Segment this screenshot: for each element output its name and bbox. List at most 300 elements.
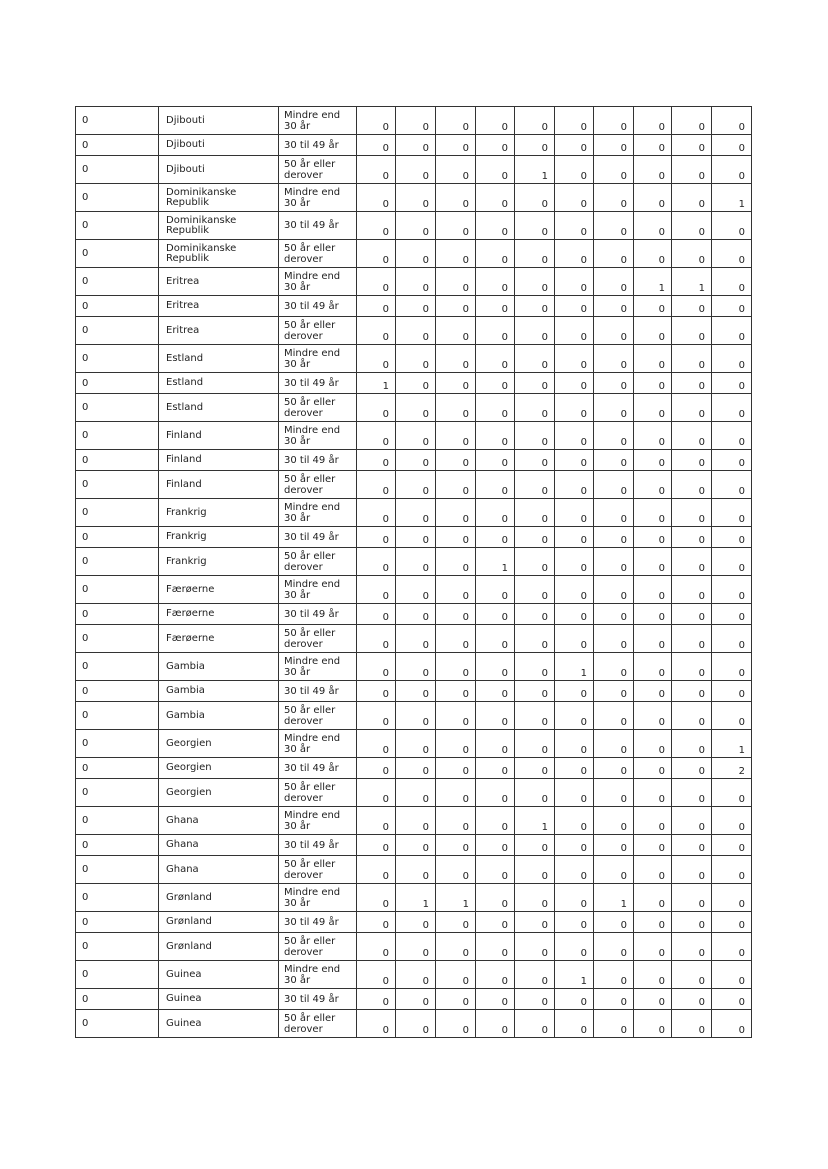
- value-cell: 0: [672, 212, 712, 240]
- value-cell: 0: [555, 576, 594, 604]
- value-cell: 0: [476, 184, 515, 212]
- value-cell: 0: [555, 345, 594, 373]
- value-cell: 0: [712, 989, 752, 1010]
- value-cell: 0: [476, 681, 515, 702]
- table-row: [76, 730, 752, 758]
- value-cell: 0: [357, 807, 396, 835]
- value-cell: 0: [555, 548, 594, 576]
- value-cell: 0: [555, 856, 594, 884]
- value-cell: 0: [712, 212, 752, 240]
- value-cell: 0: [396, 625, 436, 653]
- table-body: [76, 107, 752, 1038]
- age-group-cell: 50 år eller derover: [279, 394, 357, 422]
- age-group-cell: Mindre end 30 år: [279, 653, 357, 681]
- value-cell: 0: [396, 933, 436, 961]
- value-cell: 0: [555, 758, 594, 779]
- value-cell: 0: [476, 653, 515, 681]
- value-cell: 0: [515, 758, 555, 779]
- row-id-cell: 0: [76, 702, 159, 730]
- row-id-cell: 0: [76, 212, 159, 240]
- row-id-cell: 0: [76, 835, 159, 856]
- table-row: [76, 527, 752, 548]
- value-cell: 0: [476, 394, 515, 422]
- country-cell: Gambia: [159, 681, 279, 702]
- value-cell: 0: [634, 961, 672, 989]
- value-cell: 0: [594, 394, 634, 422]
- row-id-cell: 0: [76, 471, 159, 499]
- value-cell: 0: [515, 856, 555, 884]
- age-group-cell: 30 til 49 år: [279, 212, 357, 240]
- age-group-cell: 50 år eller derover: [279, 317, 357, 345]
- value-cell: 0: [515, 625, 555, 653]
- value-cell: 0: [357, 296, 396, 317]
- value-cell: 0: [712, 681, 752, 702]
- value-cell: 0: [712, 856, 752, 884]
- value-cell: 0: [515, 135, 555, 156]
- value-cell: 0: [712, 422, 752, 450]
- value-cell: 0: [712, 471, 752, 499]
- value-cell: 0: [634, 184, 672, 212]
- value-cell: 0: [555, 317, 594, 345]
- value-cell: 0: [476, 296, 515, 317]
- table-row: [76, 702, 752, 730]
- value-cell: 0: [476, 212, 515, 240]
- value-cell: 0: [396, 758, 436, 779]
- value-cell: 0: [436, 317, 476, 345]
- table-row: [76, 135, 752, 156]
- value-cell: 0: [476, 576, 515, 604]
- value-cell: 0: [357, 961, 396, 989]
- value-cell: 0: [594, 856, 634, 884]
- value-cell: 0: [555, 681, 594, 702]
- country-cell: Dominikanske Republik: [159, 184, 279, 212]
- country-cell: Grønland: [159, 912, 279, 933]
- row-id-cell: 0: [76, 912, 159, 933]
- value-cell: 0: [634, 212, 672, 240]
- value-cell: 0: [672, 961, 712, 989]
- value-cell: 0: [357, 156, 396, 184]
- age-group-cell: 50 år eller derover: [279, 156, 357, 184]
- value-cell: 0: [555, 471, 594, 499]
- value-cell: 0: [634, 548, 672, 576]
- value-cell: 0: [436, 107, 476, 135]
- age-group-cell: 30 til 49 år: [279, 296, 357, 317]
- value-cell: 0: [672, 989, 712, 1010]
- country-cell: Færøerne: [159, 625, 279, 653]
- value-cell: 0: [476, 884, 515, 912]
- value-cell: 0: [555, 156, 594, 184]
- value-cell: 0: [594, 373, 634, 394]
- value-cell: 0: [594, 184, 634, 212]
- value-cell: 0: [555, 394, 594, 422]
- row-id-cell: 0: [76, 240, 159, 268]
- value-cell: 0: [436, 345, 476, 373]
- value-cell: 2: [712, 758, 752, 779]
- value-cell: 0: [396, 961, 436, 989]
- value-cell: 0: [634, 604, 672, 625]
- age-group-cell: Mindre end 30 år: [279, 730, 357, 758]
- value-cell: 0: [357, 394, 396, 422]
- age-group-cell: 50 år eller derover: [279, 702, 357, 730]
- value-cell: 0: [634, 527, 672, 548]
- value-cell: 0: [476, 702, 515, 730]
- value-cell: 0: [357, 499, 396, 527]
- value-cell: 0: [476, 604, 515, 625]
- value-cell: 0: [396, 296, 436, 317]
- value-cell: 0: [672, 373, 712, 394]
- value-cell: 0: [672, 135, 712, 156]
- age-group-cell: 50 år eller derover: [279, 548, 357, 576]
- value-cell: 0: [476, 450, 515, 471]
- row-id-cell: 0: [76, 394, 159, 422]
- value-cell: 0: [634, 681, 672, 702]
- value-cell: 0: [357, 268, 396, 296]
- country-cell: Frankrig: [159, 527, 279, 548]
- value-cell: 0: [672, 702, 712, 730]
- value-cell: 0: [476, 345, 515, 373]
- value-cell: 0: [436, 730, 476, 758]
- value-cell: 0: [594, 135, 634, 156]
- value-cell: 0: [396, 653, 436, 681]
- country-cell: Estland: [159, 373, 279, 394]
- value-cell: 0: [515, 604, 555, 625]
- table-row: [76, 576, 752, 604]
- value-cell: 0: [555, 422, 594, 450]
- value-cell: 0: [515, 681, 555, 702]
- value-cell: 0: [712, 499, 752, 527]
- value-cell: 0: [436, 422, 476, 450]
- value-cell: 1: [594, 884, 634, 912]
- value-cell: 0: [396, 317, 436, 345]
- value-cell: 0: [634, 296, 672, 317]
- value-cell: 0: [436, 758, 476, 779]
- value-cell: 0: [515, 450, 555, 471]
- value-cell: 0: [555, 912, 594, 933]
- value-cell: 0: [634, 779, 672, 807]
- country-cell: Gambia: [159, 653, 279, 681]
- value-cell: 0: [357, 471, 396, 499]
- row-id-cell: 0: [76, 156, 159, 184]
- value-cell: 0: [594, 625, 634, 653]
- value-cell: 0: [436, 212, 476, 240]
- value-cell: 0: [476, 1010, 515, 1038]
- country-cell: Guinea: [159, 1010, 279, 1038]
- value-cell: 0: [712, 625, 752, 653]
- value-cell: 0: [515, 779, 555, 807]
- value-cell: 0: [396, 730, 436, 758]
- value-cell: 0: [672, 450, 712, 471]
- value-cell: 0: [634, 933, 672, 961]
- value-cell: 0: [634, 471, 672, 499]
- value-cell: 0: [436, 576, 476, 604]
- value-cell: 0: [476, 912, 515, 933]
- value-cell: 0: [396, 422, 436, 450]
- value-cell: 0: [476, 422, 515, 450]
- value-cell: 0: [396, 989, 436, 1010]
- value-cell: 1: [515, 156, 555, 184]
- value-cell: 0: [436, 268, 476, 296]
- row-id-cell: 0: [76, 107, 159, 135]
- value-cell: 0: [672, 345, 712, 373]
- value-cell: 0: [396, 499, 436, 527]
- table-row: [76, 758, 752, 779]
- value-cell: 0: [476, 961, 515, 989]
- value-cell: 0: [436, 604, 476, 625]
- age-group-cell: 30 til 49 år: [279, 373, 357, 394]
- value-cell: 0: [357, 730, 396, 758]
- value-cell: 0: [555, 702, 594, 730]
- value-cell: 0: [436, 702, 476, 730]
- value-cell: 0: [357, 625, 396, 653]
- value-cell: 0: [555, 989, 594, 1010]
- value-cell: 0: [515, 989, 555, 1010]
- country-cell: Eritrea: [159, 296, 279, 317]
- value-cell: 0: [555, 212, 594, 240]
- row-id-cell: 0: [76, 268, 159, 296]
- value-cell: 0: [594, 156, 634, 184]
- age-group-cell: 50 år eller derover: [279, 240, 357, 268]
- value-cell: 0: [436, 394, 476, 422]
- age-group-cell: 30 til 49 år: [279, 527, 357, 548]
- value-cell: 0: [555, 807, 594, 835]
- value-cell: 0: [476, 107, 515, 135]
- value-cell: 0: [396, 373, 436, 394]
- value-cell: 0: [672, 240, 712, 268]
- country-cell: Grønland: [159, 884, 279, 912]
- value-cell: 0: [396, 702, 436, 730]
- value-cell: 0: [476, 625, 515, 653]
- value-cell: 0: [672, 856, 712, 884]
- value-cell: 0: [594, 989, 634, 1010]
- value-cell: 0: [634, 1010, 672, 1038]
- value-cell: 0: [357, 702, 396, 730]
- value-cell: 0: [634, 653, 672, 681]
- country-cell: Færøerne: [159, 576, 279, 604]
- value-cell: 0: [396, 107, 436, 135]
- value-cell: 0: [396, 394, 436, 422]
- country-cell: Djibouti: [159, 107, 279, 135]
- value-cell: 0: [712, 373, 752, 394]
- table-row: [76, 604, 752, 625]
- age-group-cell: 50 år eller derover: [279, 779, 357, 807]
- value-cell: 0: [357, 576, 396, 604]
- value-cell: 0: [436, 856, 476, 884]
- value-cell: 0: [396, 184, 436, 212]
- value-cell: 0: [712, 450, 752, 471]
- value-cell: 0: [634, 240, 672, 268]
- value-cell: 0: [634, 835, 672, 856]
- value-cell: 0: [594, 730, 634, 758]
- value-cell: 1: [436, 884, 476, 912]
- value-cell: 0: [594, 548, 634, 576]
- value-cell: 1: [555, 961, 594, 989]
- table-row: [76, 856, 752, 884]
- value-cell: 0: [357, 240, 396, 268]
- value-cell: 0: [476, 471, 515, 499]
- value-cell: 0: [357, 107, 396, 135]
- value-cell: 0: [396, 548, 436, 576]
- table-row: [76, 394, 752, 422]
- table-row: [76, 212, 752, 240]
- value-cell: 0: [594, 702, 634, 730]
- value-cell: 0: [634, 884, 672, 912]
- value-cell: 0: [396, 345, 436, 373]
- value-cell: 0: [672, 681, 712, 702]
- value-cell: 0: [712, 268, 752, 296]
- value-cell: 0: [396, 912, 436, 933]
- row-id-cell: 0: [76, 548, 159, 576]
- value-cell: 0: [594, 527, 634, 548]
- country-cell: Djibouti: [159, 156, 279, 184]
- value-cell: 0: [515, 296, 555, 317]
- country-cell: Eritrea: [159, 317, 279, 345]
- value-cell: 0: [396, 1010, 436, 1038]
- value-cell: 0: [515, 422, 555, 450]
- table-row: [76, 807, 752, 835]
- value-cell: 0: [436, 779, 476, 807]
- value-cell: 0: [712, 1010, 752, 1038]
- value-cell: 0: [396, 807, 436, 835]
- value-cell: 0: [396, 835, 436, 856]
- value-cell: 0: [515, 653, 555, 681]
- value-cell: 0: [436, 296, 476, 317]
- age-group-cell: Mindre end 30 år: [279, 807, 357, 835]
- value-cell: 0: [357, 779, 396, 807]
- value-cell: 0: [436, 961, 476, 989]
- country-cell: Gambia: [159, 702, 279, 730]
- value-cell: 0: [672, 156, 712, 184]
- value-cell: 0: [634, 135, 672, 156]
- value-cell: 0: [476, 373, 515, 394]
- value-cell: 0: [436, 989, 476, 1010]
- value-cell: 0: [357, 345, 396, 373]
- value-cell: 0: [634, 373, 672, 394]
- value-cell: 0: [594, 681, 634, 702]
- row-id-cell: 0: [76, 681, 159, 702]
- value-cell: 0: [594, 933, 634, 961]
- value-cell: 0: [712, 912, 752, 933]
- value-cell: 0: [436, 471, 476, 499]
- value-cell: 0: [476, 240, 515, 268]
- value-cell: 0: [436, 625, 476, 653]
- row-id-cell: 0: [76, 758, 159, 779]
- value-cell: 0: [436, 653, 476, 681]
- value-cell: 0: [672, 527, 712, 548]
- value-cell: 0: [396, 527, 436, 548]
- value-cell: 0: [476, 135, 515, 156]
- age-group-cell: 50 år eller derover: [279, 625, 357, 653]
- value-cell: 0: [672, 779, 712, 807]
- value-cell: 0: [357, 681, 396, 702]
- value-cell: 0: [712, 296, 752, 317]
- row-id-cell: 0: [76, 884, 159, 912]
- value-cell: 0: [712, 527, 752, 548]
- value-cell: 0: [396, 779, 436, 807]
- age-group-cell: 30 til 49 år: [279, 604, 357, 625]
- age-group-cell: 30 til 49 år: [279, 450, 357, 471]
- value-cell: 0: [357, 989, 396, 1010]
- value-cell: 0: [396, 268, 436, 296]
- value-cell: 0: [436, 184, 476, 212]
- age-group-cell: Mindre end 30 år: [279, 884, 357, 912]
- table-row: [76, 681, 752, 702]
- table-row: [76, 240, 752, 268]
- value-cell: 0: [476, 835, 515, 856]
- row-id-cell: 0: [76, 296, 159, 317]
- table-row: [76, 499, 752, 527]
- table-row: [76, 779, 752, 807]
- value-cell: 0: [476, 156, 515, 184]
- country-cell: Dominikanske Republik: [159, 240, 279, 268]
- age-group-cell: 30 til 49 år: [279, 912, 357, 933]
- age-group-cell: Mindre end 30 år: [279, 499, 357, 527]
- value-cell: 0: [476, 730, 515, 758]
- value-cell: 0: [357, 884, 396, 912]
- country-cell: Guinea: [159, 989, 279, 1010]
- value-cell: 0: [634, 156, 672, 184]
- value-cell: 0: [357, 604, 396, 625]
- value-cell: 0: [634, 912, 672, 933]
- value-cell: 0: [594, 471, 634, 499]
- value-cell: 0: [634, 107, 672, 135]
- value-cell: 0: [712, 779, 752, 807]
- value-cell: 0: [594, 450, 634, 471]
- value-cell: 0: [594, 912, 634, 933]
- country-cell: Eritrea: [159, 268, 279, 296]
- value-cell: 0: [672, 1010, 712, 1038]
- value-cell: 0: [476, 779, 515, 807]
- value-cell: 0: [712, 835, 752, 856]
- value-cell: 0: [357, 933, 396, 961]
- value-cell: 0: [357, 653, 396, 681]
- value-cell: 1: [357, 373, 396, 394]
- value-cell: 1: [712, 730, 752, 758]
- value-cell: 0: [634, 989, 672, 1010]
- table-row: [76, 268, 752, 296]
- row-id-cell: 0: [76, 450, 159, 471]
- value-cell: 0: [672, 807, 712, 835]
- value-cell: 0: [555, 373, 594, 394]
- value-cell: 0: [672, 758, 712, 779]
- row-id-cell: 0: [76, 499, 159, 527]
- value-cell: 0: [515, 576, 555, 604]
- table-row: [76, 653, 752, 681]
- value-cell: 0: [712, 317, 752, 345]
- row-id-cell: 0: [76, 373, 159, 394]
- value-cell: 0: [357, 835, 396, 856]
- table-row: [76, 548, 752, 576]
- value-cell: 0: [515, 373, 555, 394]
- value-cell: 0: [555, 884, 594, 912]
- value-cell: 0: [712, 156, 752, 184]
- age-group-cell: 50 år eller derover: [279, 933, 357, 961]
- value-cell: 0: [357, 317, 396, 345]
- table-row: [76, 450, 752, 471]
- row-id-cell: 0: [76, 184, 159, 212]
- value-cell: 0: [712, 394, 752, 422]
- value-cell: 0: [396, 240, 436, 268]
- value-cell: 0: [396, 471, 436, 499]
- value-cell: 0: [594, 576, 634, 604]
- value-cell: 0: [515, 835, 555, 856]
- country-cell: Georgien: [159, 730, 279, 758]
- value-cell: 0: [436, 835, 476, 856]
- value-cell: 0: [672, 653, 712, 681]
- value-cell: 0: [396, 450, 436, 471]
- value-cell: 0: [515, 184, 555, 212]
- value-cell: 0: [672, 184, 712, 212]
- value-cell: 0: [476, 989, 515, 1010]
